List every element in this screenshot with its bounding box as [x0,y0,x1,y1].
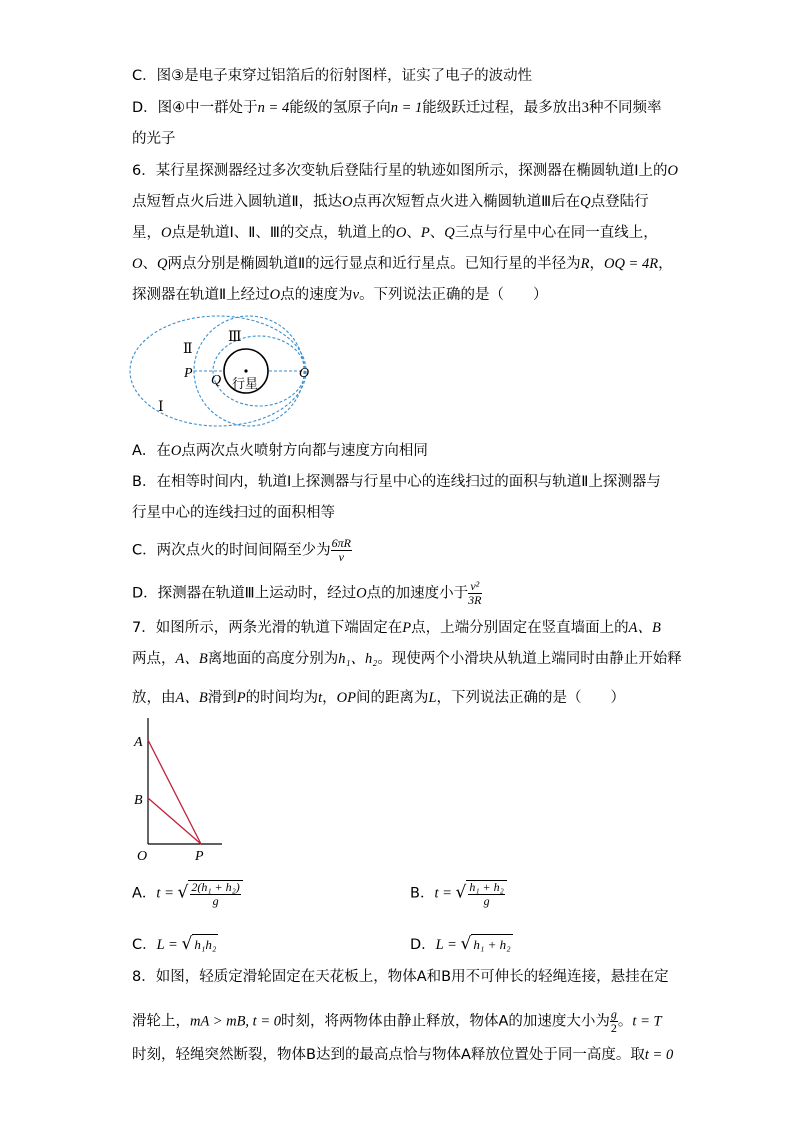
q8-stem-line-1: 8．如图，轻质定滑轮固定在天花板上，物体A和B用不可伸长的轻绳连接，悬挂在定 [132,969,669,985]
fraction-6piR-over-v: $\frac{6\pi R}{v}$ [331,536,351,564]
q5-option-d: D．图④中一群处于n = 4能级的氢原子向n = 1能级跃迁过程，最多放出3种不同频率 [132,100,662,116]
q5-option-c: C．图③是电子束穿过铝箔后的衍射图样，证实了电子的波动性 [132,68,533,84]
q6-stem-line-4: O、Q两点分别是椭圆轨道Ⅱ的远行显点和近行星点。已知行星的半径为R，OQ = 4R， [132,256,673,272]
sqrt-c: h₁h₂ [192,934,218,955]
label-P: P [195,849,204,864]
sqrt-d: h₁ + h₂ [471,934,512,955]
q6-option-c: C．两次点火的时间间隔至少为 $\frac{6\pi R}{v}$ [132,536,351,564]
fraction-v2-over-3R: $\frac{\text{v²}}{3R}$ [468,579,482,607]
q8-stem-line-2: 滑轮上，mA > mB, t = 0时刻，将两物体由静止释放，物体A的加速度大小为 $\frac{g}{2}$ 。t = T [132,1007,662,1035]
q7-stem-line-1: 7．如图所示，两条光滑的轨道下端固定在P点，上端分别固定在竖直墙面上的A、B [132,620,661,636]
q7-option-c: C．L = √ h₁h₂ [132,934,217,954]
orbit-diagram [128,308,328,428]
incline-diagram [128,712,228,864]
sqrt-fraction-b: $\frac{\text{h₁ + h₂}}{g}$ [466,880,506,908]
track-B-P [148,798,201,844]
q6-option-a: A．在O点两次点火喷射方向都与速度方向相同 [132,443,428,459]
label-A: A [134,735,143,750]
q6-stem-line-3: 星，O点是轨道Ⅰ、Ⅱ、Ⅲ的交点，轨道上的O、P、Q三点与行星中心在同一直线上， [132,225,658,241]
q6-stem-line-1: 6．某行星探测器经过多次变轨后登陆行星的轨迹如图所示，探测器在椭圆轨道Ⅰ上的O [132,163,678,179]
sqrt-fraction-a: $\frac{\text{2(h₁ + h₂)}}{g}$ [188,880,242,908]
label-planet: 行星 [232,377,259,392]
track-A-P [148,740,201,844]
q5-option-d-cont: 的光子 [132,131,176,147]
label-B: B [134,793,143,808]
q7-option-b: B．t = √ $\frac{\text{h₁ + h₂}}{g}$ [410,880,507,908]
q6-option-d: D．探测器在轨道Ⅲ上运动时，经过O点的加速度小于 $\frac{\text{v²}}{3R}$ [132,579,482,607]
q7-stem-line-2: 两点，A、B离地面的高度分别为h₁、h₂。现使两个小滑块从轨道上端同时由静止开始释 [132,651,682,667]
label-orbit-II: Ⅱ [183,342,193,357]
label-O: O [299,366,310,381]
q6-option-b-cont: 行星中心的连线扫过的面积相等 [132,505,335,521]
fraction-g-over-2: $\frac{g}{2}$ [610,1007,617,1035]
label-Q: Q [211,373,222,388]
label-O: O [137,849,148,864]
q6-stem-line-5: 探测器在轨道Ⅱ上经过O点的速度为v。下列说法正确的是（ ） [132,287,548,303]
planet-center-dot [244,369,247,372]
label-orbit-III: Ⅲ [228,330,242,345]
q6-stem-line-2: 点短暂点火后进入圆轨道Ⅱ，抵达O点再次短暂点火进入椭圆轨道Ⅲ后在Q点登陆行 [132,194,649,210]
q7-option-d: D．L = √ h₁ + h₂ [410,934,511,954]
q7-stem-line-3: 放，由A、B滑到P的时间均为t，OP间的距离为L，下列说法正确的是（ ） [132,690,626,706]
q7-option-a: A．t = √ $\frac{\text{2(h₁ + h₂)}}{g}$ [132,880,243,908]
q6-option-b: B．在相等时间内，轨道Ⅰ上探测器与行星中心的连线扫过的面积与轨道Ⅱ上探测器与 [132,474,661,490]
q8-stem-line-3: 时刻，轻绳突然断裂，物体B达到的最高点恰与物体A释放位置处于同一高度。取t = 0 [132,1047,674,1063]
label-orbit-I: Ⅰ [158,400,164,415]
label-P: P [184,366,193,381]
